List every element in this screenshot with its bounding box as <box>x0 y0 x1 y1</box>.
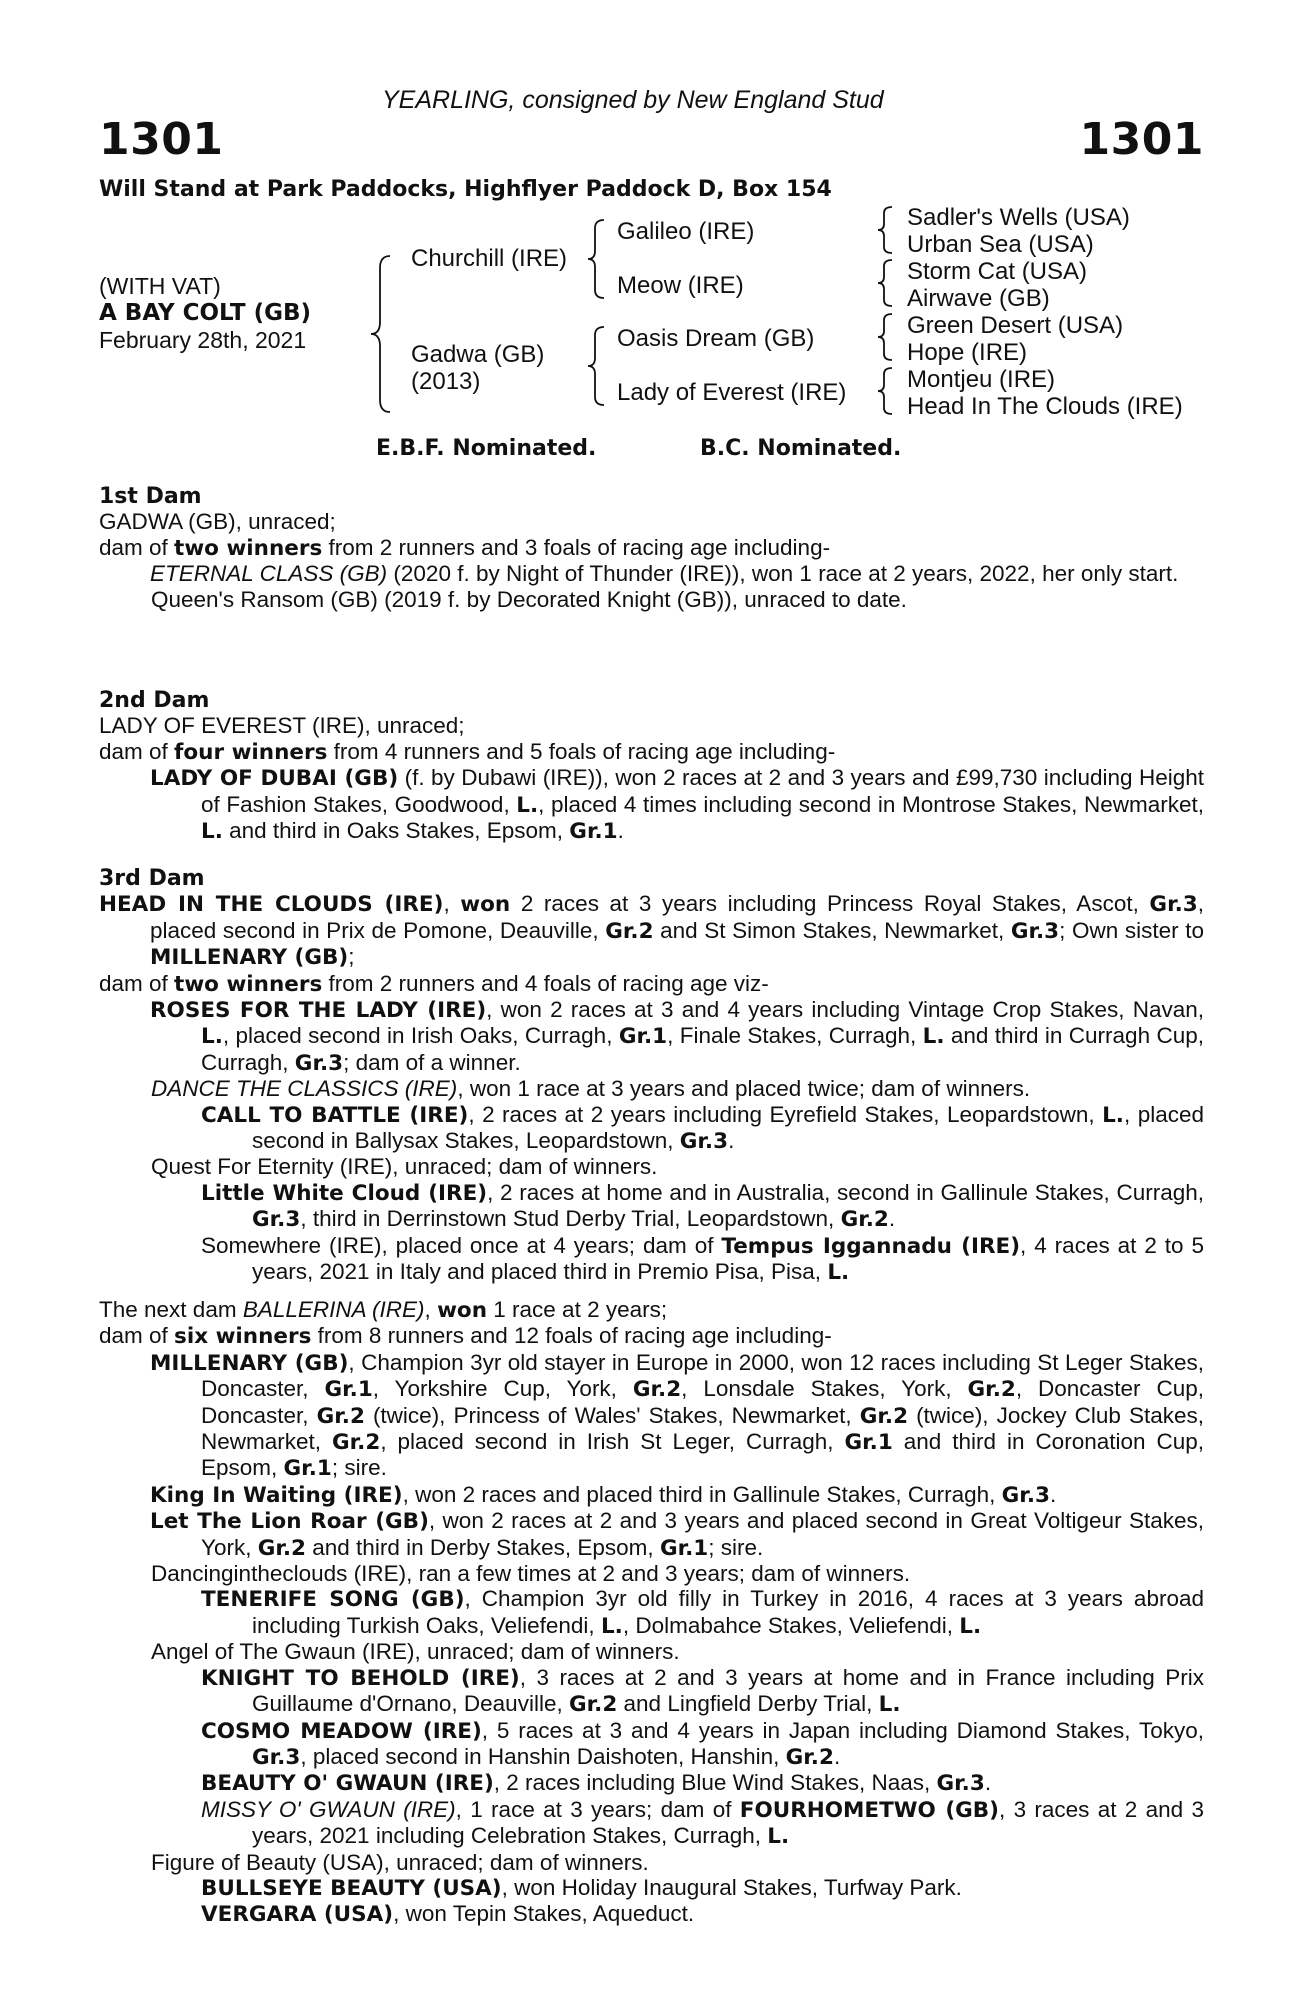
produce-entry: TENERIFE SONG (GB), Champion 3yr old filly in Turkey in 2016, 4 races at 3 years abroad including Turkish Oaks, Veliefendi, L., Dolmabahce Stakes, Veliefendi, L. <box>201 1586 1204 1639</box>
pedigree-brace-g2 <box>875 258 895 308</box>
pedigree-brace-sire <box>585 218 607 300</box>
produce-entry: Quest For Eternity (IRE), unraced; dam of winners. <box>151 1154 658 1180</box>
pedigree-sire: Churchill (IRE) <box>411 245 568 272</box>
pedigree-dam-year: (2013) <box>411 368 481 395</box>
lot-number-right: 1301 <box>1079 114 1204 165</box>
pedigree-gen3-2: Urban Sea (USA) <box>907 231 1094 258</box>
pedigree-gen3-7: Montjeu (IRE) <box>907 366 1056 393</box>
horse-name: A BAY COLT (GB) <box>99 300 312 326</box>
produce-entry: ETERNAL CLASS (GB) (2020 f. by Night of Thunder (IRE)), won 1 race at 2 years, 2022, her only start. <box>150 561 1179 587</box>
produce-entry: KNIGHT TO BEHOLD (IRE), 3 races at 2 and 3 years at home and in France including Prix Guillaume d'Ornano, Deauville, Gr.2 and Lingfield Derby Trial, L. <box>201 1664 1204 1718</box>
pedigree-sire-sire: Galileo (IRE) <box>617 218 755 245</box>
pedigree-dam-dam: Lady of Everest (IRE) <box>617 379 847 406</box>
foaling-date: February 28th, 2021 <box>99 327 307 353</box>
ebf-nomination: E.B.F. Nominated. <box>376 436 597 461</box>
produce-entry: King In Waiting (IRE), won 2 races and placed third in Gallinule Stakes, Curragh, Gr.3. <box>150 1481 1057 1508</box>
produce-entry: Dancingintheclouds (IRE), ran a few times at 2 and 3 years; dam of winners. <box>151 1561 911 1587</box>
dam-line: HEAD IN THE CLOUDS (IRE), won 2 races at 3 years including Princess Royal Stakes, Ascot, Gr.3, placed second in Prix de Pomone, Deauville, Gr.2 and St Simon Stakes, Newmarket, Gr.3; Own sister to MILLENARY (GB); <box>99 891 1204 971</box>
produce-entry: ROSES FOR THE LADY (IRE), won 2 races at 3 and 4 years including Vintage Crop Stakes, Navan, L., placed second in Irish Oaks, Curragh, Gr.1, Finale Stakes, Curragh, L. and third in Curragh Cup, Curragh, Gr.3; dam of a winner. <box>150 997 1204 1076</box>
produce-entry: Little White Cloud (IRE), 2 races at home and in Australia, second in Gallinule Stakes, Curragh, Gr.3, third in Derrinstown Stud Derby Trial, Leopardstown, Gr.2. <box>201 1179 1204 1233</box>
produce-entry: BULLSEYE BEAUTY (USA), won Holiday Inaugural Stakes, Turfway Park. <box>201 1874 962 1901</box>
section-heading: 1st Dam <box>99 484 202 509</box>
vat-note: (WITH VAT) <box>99 273 221 299</box>
lot-number-left: 1301 <box>99 114 224 165</box>
second-dam-section <box>99 688 1204 844</box>
pedigree-gen3-1: Sadler's Wells (USA) <box>907 204 1130 231</box>
pedigree-gen3-8: Head In The Clouds (IRE) <box>907 393 1183 420</box>
produce-entry: CALL TO BATTLE (IRE), 2 races at 2 years including Eyrefield Stakes, Leopardstown, L., placed second in Ballysax Stakes, Leopardstown, Gr.3. <box>201 1101 1204 1155</box>
pedigree-dam: Gadwa (GB) <box>411 341 545 368</box>
pedigree-brace-main <box>368 254 394 414</box>
produce-entry: VERGARA (USA), won Tepin Stakes, Aqueduct. <box>201 1901 695 1928</box>
produce-entry: Let The Lion Roar (GB), won 2 races at 2 and 3 years and placed second in Great Voltigeur Stakes, York, Gr.2 and third in Derby Stakes, Epsom, Gr.1; sire. <box>150 1508 1204 1561</box>
produce-entry: MILLENARY (GB), Champion 3yr old stayer in Europe in 2000, won 12 races including St Leger Stakes, Doncaster, Gr.1, Yorkshire Cup, York, Gr.2, Lonsdale Stakes, York, Gr.2, Doncaster Cup, Doncaster, Gr.2 (twice), Princess of Wales' Stakes, Newmarket, Gr.2 (twice), Jockey Club Stakes, Newmarket, Gr.2, placed second in Irish St Leger, Curragh, Gr.1 and third in Coronation Cup, Epsom, Gr.1; sire. <box>150 1349 1204 1482</box>
pedigree-brace-g1 <box>875 205 895 255</box>
produce-summary: dam of two winners from 2 runners and 4 foals of racing age viz- <box>99 970 769 997</box>
stand-location: Will Stand at Park Paddocks, Highflyer Paddock D, Box 154 <box>99 177 832 202</box>
pedigree-gen3-5: Green Desert (USA) <box>907 312 1124 339</box>
produce-entry: Angel of The Gwaun (IRE), unraced; dam of winners. <box>151 1639 680 1665</box>
section-heading: 3rd Dam <box>99 866 205 891</box>
produce-summary: dam of six winners from 8 runners and 12 foals of racing age including- <box>99 1323 832 1350</box>
dam-line: GADWA (GB), unraced; <box>99 509 336 535</box>
produce-entry: COSMO MEADOW (IRE), 5 races at 3 and 4 years in Japan including Diamond Stakes, Tokyo, Gr.3, placed second in Hanshin Daishoten, Hanshin, Gr.2. <box>201 1717 1205 1770</box>
dam-line: LADY OF EVEREST (IRE), unraced; <box>99 713 465 739</box>
pedigree-brace-g4 <box>875 366 895 416</box>
produce-entry: Queen's Ransom (GB) (2019 f. by Decorated Knight (GB)), unraced to date. <box>151 586 907 612</box>
next-dam-section <box>99 1297 1204 1928</box>
first-dam-section <box>99 484 1204 612</box>
produce-entry: DANCE THE CLASSICS (IRE), won 1 race at 3 years and placed twice; dam of winners. <box>151 1076 1031 1102</box>
produce-entry: BEAUTY O' GWAUN (IRE), 2 races including Blue Wind Stakes, Naas, Gr.3. <box>201 1770 992 1797</box>
produce-entry: Somewhere (IRE), placed once at 4 years; dam of Tempus Iggannadu (IRE), 4 races at 2 to 5 years, 2021 in Italy and placed third in Premio Pisa, Pisa, L. <box>201 1232 1204 1286</box>
pedigree-gen3-3: Storm Cat (USA) <box>907 258 1088 285</box>
pedigree-brace-g3 <box>875 312 895 362</box>
section-heading: 2nd Dam <box>99 688 210 713</box>
bc-nomination: B.C. Nominated. <box>700 436 902 461</box>
pedigree-brace-dam <box>585 325 607 407</box>
third-dam-section <box>99 866 1204 1286</box>
produce-entry: LADY OF DUBAI (GB) (f. by Dubawi (IRE)), won 2 races at 2 and 3 years and £99,730 including Height of Fashion Stakes, Goodwood, L., placed 4 times including second in Montrose Stakes, Newmarket, L. and third in Oaks Stakes, Epsom, Gr.1. <box>150 765 1204 845</box>
produce-entry: Figure of Beauty (USA), unraced; dam of winners. <box>151 1849 649 1875</box>
produce-summary: dam of two winners from 2 runners and 3 foals of racing age including- <box>99 534 831 561</box>
produce-summary: dam of four winners from 4 runners and 5 foals of racing age including- <box>99 738 836 765</box>
dam-line: The next dam BALLERINA (IRE), won 1 race at 2 years; <box>99 1297 668 1323</box>
catalogue-subtitle: YEARLING, consigned by New England Stud <box>382 86 884 114</box>
pedigree-gen3-6: Hope (IRE) <box>907 339 1028 366</box>
pedigree-dam-sire: Oasis Dream (GB) <box>617 325 815 352</box>
pedigree-gen3-4: Airwave (GB) <box>907 285 1050 312</box>
pedigree-sire-dam: Meow (IRE) <box>617 272 744 299</box>
produce-entry: MISSY O' GWAUN (IRE), 1 race at 3 years; dam of FOURHOMETWO (GB), 3 races at 2 and 3 years, 2021 including Celebration Stakes, Curragh, L. <box>201 1796 1204 1850</box>
